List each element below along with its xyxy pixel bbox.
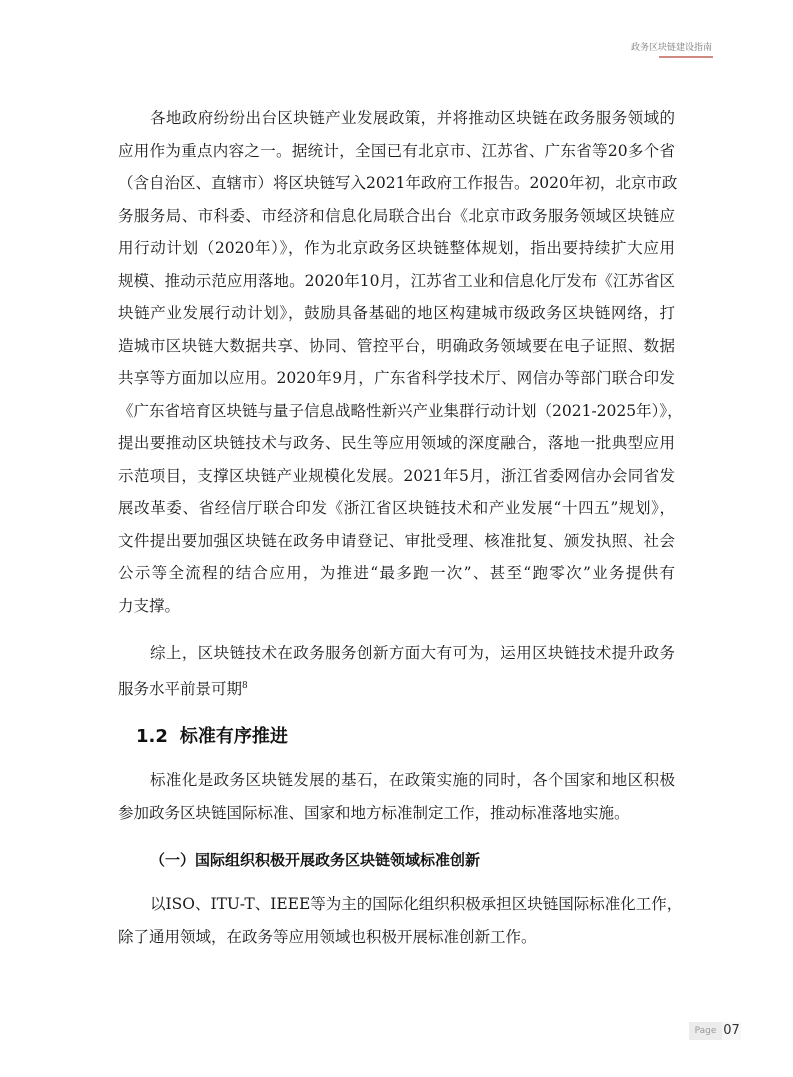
text-line: 应用作为重点内容之一。据统计，全国已有北京市、江苏省、广东省等20多个省 xyxy=(118,141,675,160)
text-line: 示范项目，支撑区块链产业规模化发展。2021年5月，浙江省委网信办会同省发 xyxy=(118,466,675,485)
text-line: 公示等全流程的结合应用，为推进“最多跑一次”、甚至“跑零次”业务提供有 xyxy=(118,564,675,582)
text-line: 展改革委、省经信厅联合印发《浙江省区块链技术和产业发展“十四五”规划》， xyxy=(118,499,675,517)
text-line: 块链产业发展行动计划》，鼓励具备基础的地区构建城市级政务区块链网络，打 xyxy=(118,304,675,322)
page-number: 07 xyxy=(723,1023,740,1038)
text-line: 共享等方面加以应用。2020年9月，广东省科学技术厅、网信办等部门联合印发 xyxy=(118,369,675,387)
section-heading xyxy=(136,722,300,748)
text-line: 提出要推动区块链技术与政务、民生等应用领域的深度融合，落地一批典型应用 xyxy=(118,434,675,452)
text-line: 服务水平前景可期$^8$ xyxy=(118,679,248,698)
text-line: 《广东省培育区块链与量子信息战略性新兴产业集群行动计划（2021-2025年）》， xyxy=(118,401,683,420)
footnote-marker[interactable]: 8 xyxy=(242,680,248,691)
header-underline xyxy=(659,56,713,58)
text-line: 文件提出要加强区块链在政务申请登记、审批受理、核准批复、颁发执照、社会 xyxy=(118,531,675,550)
section-number: 1.2 xyxy=(136,726,168,747)
text-line: 造城市区块链大数据共享、协同、管控平台，明确政务领域要在电子证照、数据 xyxy=(118,336,675,355)
subsection-heading: （一）国际组织积极开展政务区块链领域标准创新 xyxy=(150,851,481,869)
text-line: 综上，区块链技术在政务服务创新方面大有可为，运用区块链技术提升政务 xyxy=(150,644,675,662)
text-line: 标准化是政务区块链发展的基石，在政策实施的同时，各个国家和地区积极 xyxy=(150,771,675,789)
running-header: 政务区块链建设指南 xyxy=(630,43,712,53)
text-line: 各地政府纷纷出台区块链产业发展政策，并将推动区块链在政务服务领域的 xyxy=(150,109,675,127)
page-label: Page xyxy=(689,1022,722,1040)
text-line: 力支撑。 xyxy=(118,596,181,615)
text-line: 用行动计划（2020年）》，作为北京政务区块链整体规划，指出要持续扩大应用 xyxy=(118,239,675,257)
text-line: 以ISO、ITU-T、IEEE等为主的国际化组织积极承担区块链国际标准化工作， xyxy=(150,895,683,913)
text-line: 参加政务区块链国际标准、国家和地方标准制定工作，推动标准落地实施。 xyxy=(118,803,630,822)
text-line: 规模、推动示范应用落地。2020年10月，江苏省工业和信息化厅发布《江苏省区 xyxy=(118,271,675,290)
text-line: 除了通用领域，在政务等应用领域也积极开展标准创新工作。 xyxy=(118,927,537,946)
text-line: （含自治区、直辖市）将区块链写入2021年政府工作报告。2020年初，北京市政 xyxy=(118,174,678,192)
text-line: 务服务局、市科委、市经济和信息化局联合出台《北京市政务服务领域区块链应 xyxy=(118,206,675,225)
section-title: 标准有序推进 xyxy=(179,726,288,747)
